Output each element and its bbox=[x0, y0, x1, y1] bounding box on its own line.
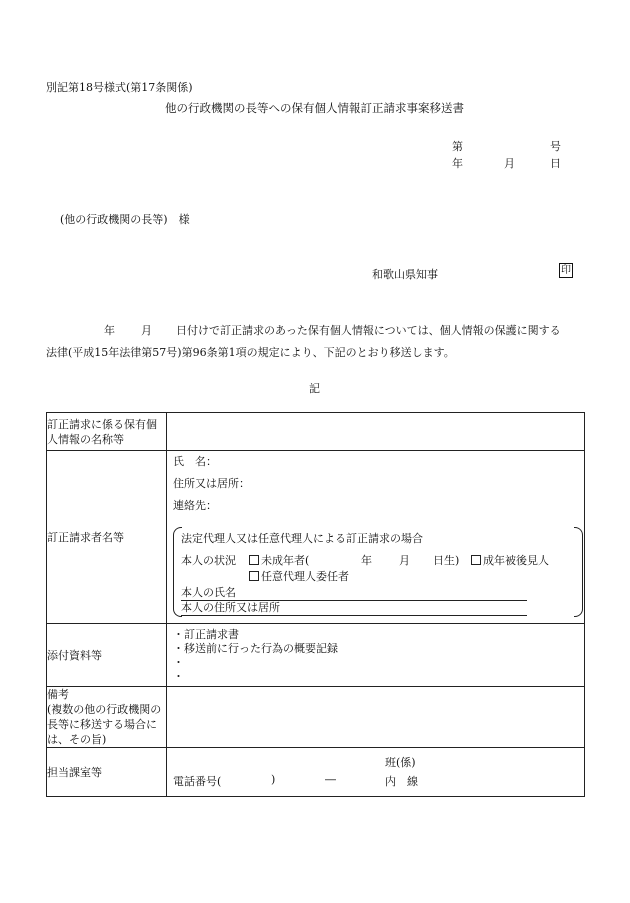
table-row bbox=[47, 748, 585, 797]
number-go: 号 bbox=[550, 140, 561, 153]
table-row bbox=[47, 413, 585, 451]
agent-bracket bbox=[173, 527, 575, 617]
ki-heading: 記 bbox=[309, 382, 320, 395]
remarks-label: 備考 (複数の他の行政機関の長等に移送する場合には、その旨) bbox=[47, 687, 167, 748]
date-year: 年 bbox=[452, 157, 463, 170]
remarks-value[interactable] bbox=[167, 687, 585, 748]
principal-address[interactable]: 本人の住所又は居所 bbox=[181, 599, 527, 616]
han-label: 班(係) bbox=[385, 756, 416, 769]
requester-name: 氏 名： bbox=[173, 455, 217, 468]
document-title: 他の行政機関の長等への保有個人情報訂正請求事案移送書 bbox=[165, 101, 464, 115]
form-number-label: 別記第18号様式(第17条関係) bbox=[46, 81, 193, 94]
delegate-checkbox[interactable] bbox=[249, 568, 349, 584]
attachment-item: ・移送前に行った行為の概要記録 bbox=[173, 642, 338, 655]
checkbox-icon bbox=[249, 571, 259, 581]
number-dai: 第 bbox=[452, 140, 463, 153]
seal-mark: 印 bbox=[561, 265, 571, 276]
body-line1: 日付けで訂正請求のあった保有個人情報については、個人情報の保護に関する bbox=[176, 324, 561, 337]
table-row bbox=[47, 687, 585, 748]
sender-name: 和歌山県知事 bbox=[372, 268, 438, 281]
minor-label: 未成年者( bbox=[261, 554, 310, 567]
adult-ward-label: 成年被後見人 bbox=[483, 554, 549, 567]
transfer-details-table bbox=[46, 412, 585, 797]
attachments-label: 添付資料等 bbox=[47, 624, 167, 687]
department-cell bbox=[167, 748, 585, 797]
status-label: 本人の状況 bbox=[181, 554, 236, 567]
phone-dash: ― bbox=[325, 773, 336, 786]
phone-close: ) bbox=[271, 773, 276, 786]
attachment-item: ・ bbox=[173, 670, 184, 683]
date-day: 日 bbox=[550, 157, 561, 170]
delegate-label: 任意代理人委任者 bbox=[261, 570, 349, 583]
body-month: 月 bbox=[141, 324, 152, 337]
minor-month: 月 bbox=[399, 554, 410, 567]
minor-checkbox[interactable] bbox=[249, 552, 309, 568]
principal-name[interactable]: 本人の氏名 bbox=[181, 584, 527, 601]
requester-cell bbox=[167, 451, 585, 624]
phone-label: 電話番号( bbox=[173, 775, 222, 788]
requester-contact: 連絡先： bbox=[173, 499, 217, 512]
requester-address: 住所又は居所： bbox=[173, 477, 250, 490]
addressee: (他の行政機関の長等) 様 bbox=[60, 213, 190, 226]
attachments-cell bbox=[167, 624, 585, 687]
bracket-right bbox=[574, 527, 583, 617]
agent-title: 法定代理人又は任意代理人による訂正請求の場合 bbox=[181, 532, 423, 545]
department-label: 担当課室等 bbox=[47, 748, 167, 797]
attachment-item: ・訂正請求書 bbox=[173, 628, 239, 641]
info-name-label: 訂正請求に係る保有個人情報の名称等 bbox=[47, 413, 167, 451]
checkbox-icon bbox=[249, 555, 259, 565]
adult-ward-checkbox[interactable] bbox=[471, 552, 549, 568]
body-line2: 法律(平成15年法律第57号)第96条第1項の規定により、下記のとおり移送します。 bbox=[46, 346, 455, 359]
requester-label: 訂正請求者名等 bbox=[47, 451, 167, 624]
transfer-statement bbox=[46, 320, 586, 364]
body-year: 年 bbox=[104, 324, 115, 337]
table-row bbox=[47, 624, 585, 687]
minor-born: 日生) bbox=[433, 554, 460, 567]
date-month: 月 bbox=[504, 157, 515, 170]
table-row bbox=[47, 451, 585, 624]
minor-year: 年 bbox=[361, 554, 372, 567]
attachment-item: ・ bbox=[173, 656, 184, 669]
extension-label: 内 線 bbox=[385, 775, 418, 788]
checkbox-icon bbox=[471, 555, 481, 565]
info-name-value[interactable] bbox=[167, 413, 585, 451]
